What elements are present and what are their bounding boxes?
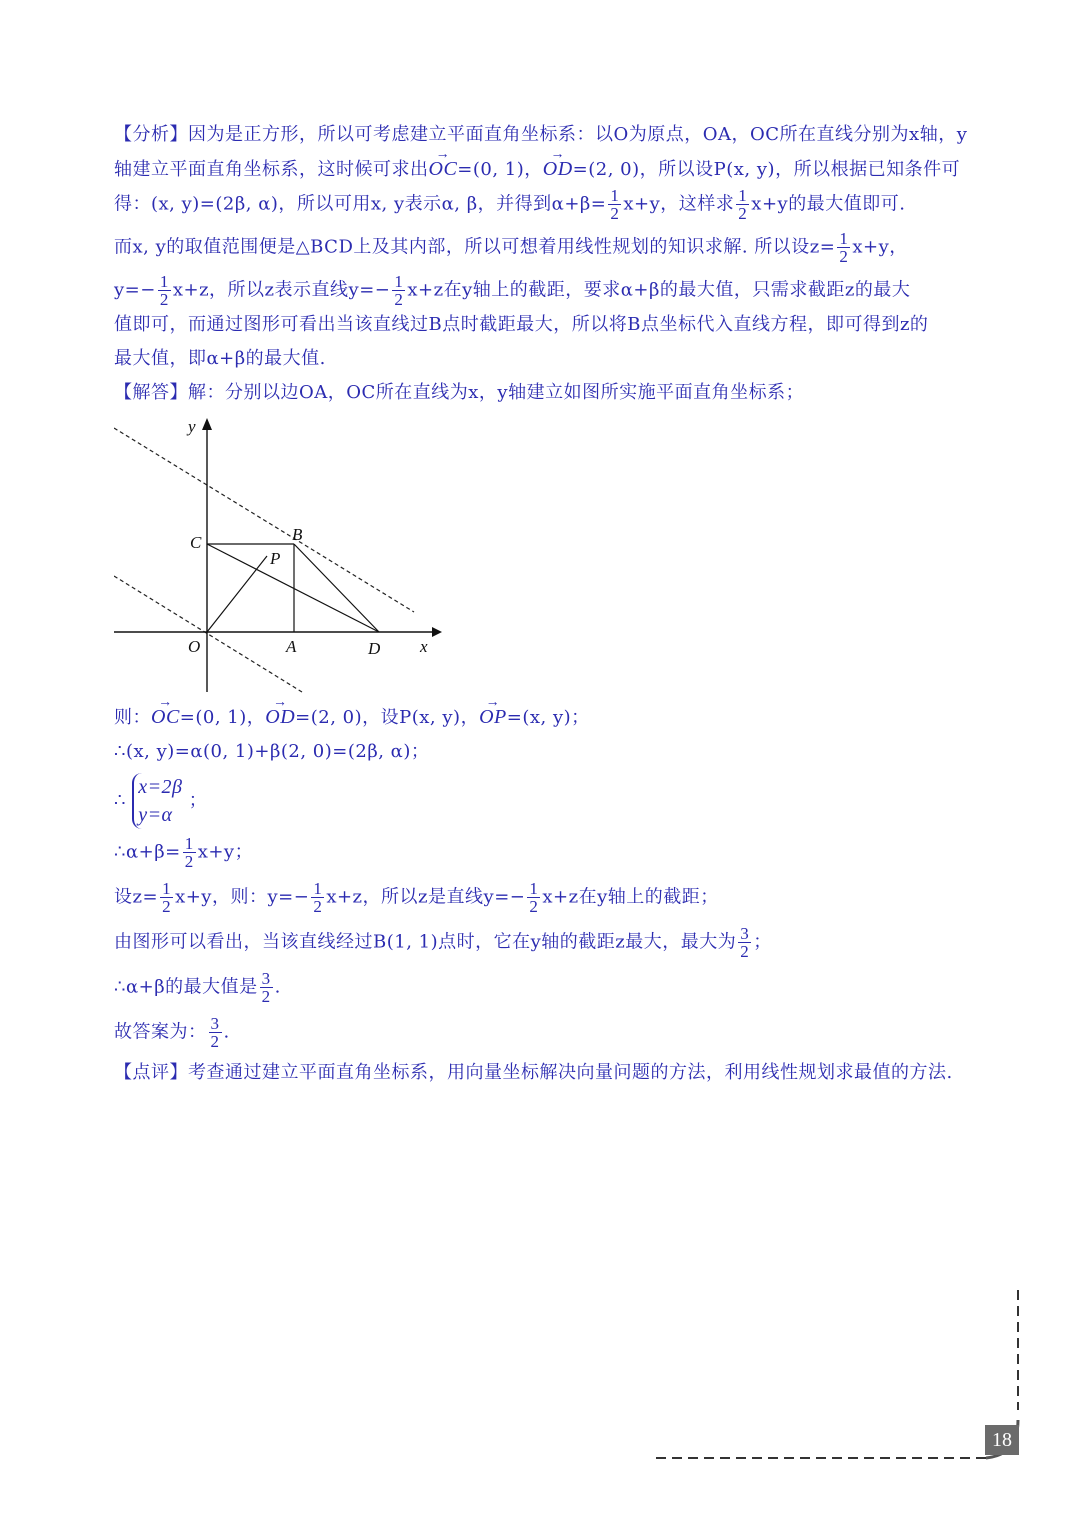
solution-tag: 【解答】 [114,382,188,403]
comment-tag: 【点评】 [114,1062,188,1083]
system-equation-1: x=2β [138,776,183,798]
solution-step-7 [114,970,1004,1005]
solution-intro: 解：分别以边OA，OC所在直线为x，y轴建立如图所实施平面直角坐标系； [188,382,805,403]
analysis-text-1: 因为是正方形，所以可考虑建立平面直角坐标系：以O为原点，OA，OC所在直线分别为x轴，y [188,124,968,145]
step5-text-b: x+y，则：y=− [175,886,310,908]
step5-text-d: x+z在y轴上的截距； [542,886,719,908]
label-b: B [292,525,303,544]
analysis-text-2c: =(2, 0)，所以设P(x, y)，所以根据已知条件可 [572,159,961,180]
solution-step-4 [114,835,1004,870]
vector-oc: → OC [429,152,458,186]
fraction-numerator: 1 [839,229,849,248]
fraction-denominator: 2 [261,987,271,1006]
step3-suffix: ； [188,790,208,811]
fraction-numerator: 1 [529,879,539,898]
system-equation-2: y=α [138,804,173,826]
fraction-half [311,880,324,915]
analysis-text-2b: =(0, 1)， [457,159,543,180]
label-d: D [368,639,381,658]
fraction-numerator: 1 [159,272,169,291]
solution-step-1 [114,700,1004,735]
analysis-line-2 [114,152,1004,187]
coordinate-figure [114,416,444,696]
label-x: x [420,637,429,656]
fraction-numerator: 3 [740,924,750,943]
analysis-line-5 [114,273,1004,308]
fraction-denominator: 2 [839,247,849,266]
segment-bd [294,544,379,632]
fraction-three-half [209,1015,222,1050]
answer-label: 故答案为： [114,1021,207,1043]
fraction-denominator: 2 [159,290,169,309]
vector-od: → OD [265,700,295,734]
fraction-half [158,273,171,308]
fraction-denominator: 2 [394,290,404,309]
analysis-text-5c: x+z在y轴上的截距，要求α+β的最大值，只需求截距z的最大 [407,279,911,301]
dashed-line-upper [114,428,414,612]
equation-system [132,773,182,829]
segment-cd [207,544,379,632]
fraction-denominator: 2 [313,897,323,916]
page-corner-decoration [656,1290,1024,1460]
fraction-numerator: 1 [394,272,404,291]
step1-text-c: =(2, 0)，设P(x, y)， [295,707,480,728]
fraction-denominator: 2 [738,204,748,223]
label-y: y [188,417,197,436]
solution-answer [114,1015,1004,1050]
vector-od: → OD [543,152,573,186]
fraction-denominator: 2 [184,852,194,871]
analysis-text-4a: 而x, y的取值范围便是△BCD上及其内部，所以可想着用线性规划的知识求解. 所以设z= [114,236,836,258]
comment-line [114,1056,1004,1090]
fraction-half [160,880,173,915]
fraction-numerator: 3 [261,969,271,988]
analysis-tag: 【分析】 [114,124,188,145]
solution-step-2: ∴(x, y)=α(0, 1)+β(2, 0)=(2β, α)； [114,741,430,762]
fraction-numerator: 1 [162,879,172,898]
label-a: A [286,637,297,656]
fraction-denominator: 2 [210,1032,220,1051]
coordinate-diagram [114,416,444,696]
fraction-half [837,230,850,265]
fraction-denominator: 2 [740,942,750,961]
y-axis-arrow-icon [202,418,212,430]
fraction-half [183,835,196,870]
step7-text-a: ∴α+β的最大值是 [114,976,258,998]
step5-text-c: x+z，所以z是直线y=− [326,886,526,908]
solution-step-5 [114,880,1004,915]
label-o: O [188,637,201,656]
vector-oc: → OC [151,700,180,734]
fraction-numerator: 1 [738,186,748,205]
fraction-half [608,187,621,222]
fraction-half [527,880,540,915]
fraction-half [392,273,405,308]
segment-op [207,556,267,632]
step5-text-a: 设z= [114,886,159,908]
step4-text-b: x+y； [197,841,254,863]
fraction-half [736,187,749,222]
analysis-text-4b: x+y， [852,236,908,258]
fraction-numerator: 1 [610,186,620,205]
analysis-line-3 [114,187,1004,222]
step1-text-a: 则： [114,707,151,728]
analysis-text-2a: 轴建立平面直角坐标系，这时候可求出 [114,159,429,180]
step7-text-b: . [274,976,281,998]
solution-step-6 [114,925,1004,960]
analysis-line-7: 最大值，即α+β的最大值. [114,348,326,369]
document-body [114,118,1004,1090]
step6-text-b: ； [753,931,772,953]
step4-text-a: ∴α+β= [114,841,181,863]
step6-text-a: 由图形可以看出，当该直线经过B(1, 1)点时，它在y轴的截距z最大，最大为 [114,931,737,953]
label-c: C [190,533,202,552]
fraction-denominator: 2 [529,897,539,916]
analysis-text-3a: 得：(x, y)=(2β, α)，所以可用x, y表示α, β，并得到α+β= [114,193,607,215]
fraction-numerator: 1 [313,879,323,898]
step1-text-d: =(x, y)； [506,707,590,728]
therefore-symbol: ∴ [114,790,126,811]
answer-period: . [223,1021,230,1043]
dashed-line-lower [114,576,302,692]
fraction-three-half [738,925,751,960]
page-number: 18 [985,1425,1019,1455]
solution-step-3 [114,773,1004,829]
step1-text-b: =(0, 1)， [179,707,266,728]
analysis-line-4 [114,230,1004,265]
fraction-numerator: 3 [210,1014,220,1033]
analysis-text-5b: x+z，所以z表示直线y=− [172,279,391,301]
x-axis-arrow-icon [432,627,442,637]
label-p: P [270,549,281,568]
analysis-text-3b: x+y，这样求 [623,193,735,215]
fraction-denominator: 2 [162,897,172,916]
analysis-text-3c: x+y的最大值即可. [751,193,906,215]
fraction-numerator: 1 [184,834,194,853]
vector-op: → OP [479,700,507,734]
fraction-three-half [260,970,273,1005]
fraction-denominator: 2 [610,204,620,223]
analysis-text-5a: y=− [114,279,156,301]
comment-text: 考查通过建立平面直角坐标系，用向量坐标解决向量问题的方法，利用线性规划求最值的方法. [188,1062,953,1083]
analysis-line-6: 值即可，而通过图形可看出当该直线过B点时截距最大，所以将B点坐标代入直线方程，即可得到z的 [114,314,929,335]
solution-intro-line [114,376,1004,410]
